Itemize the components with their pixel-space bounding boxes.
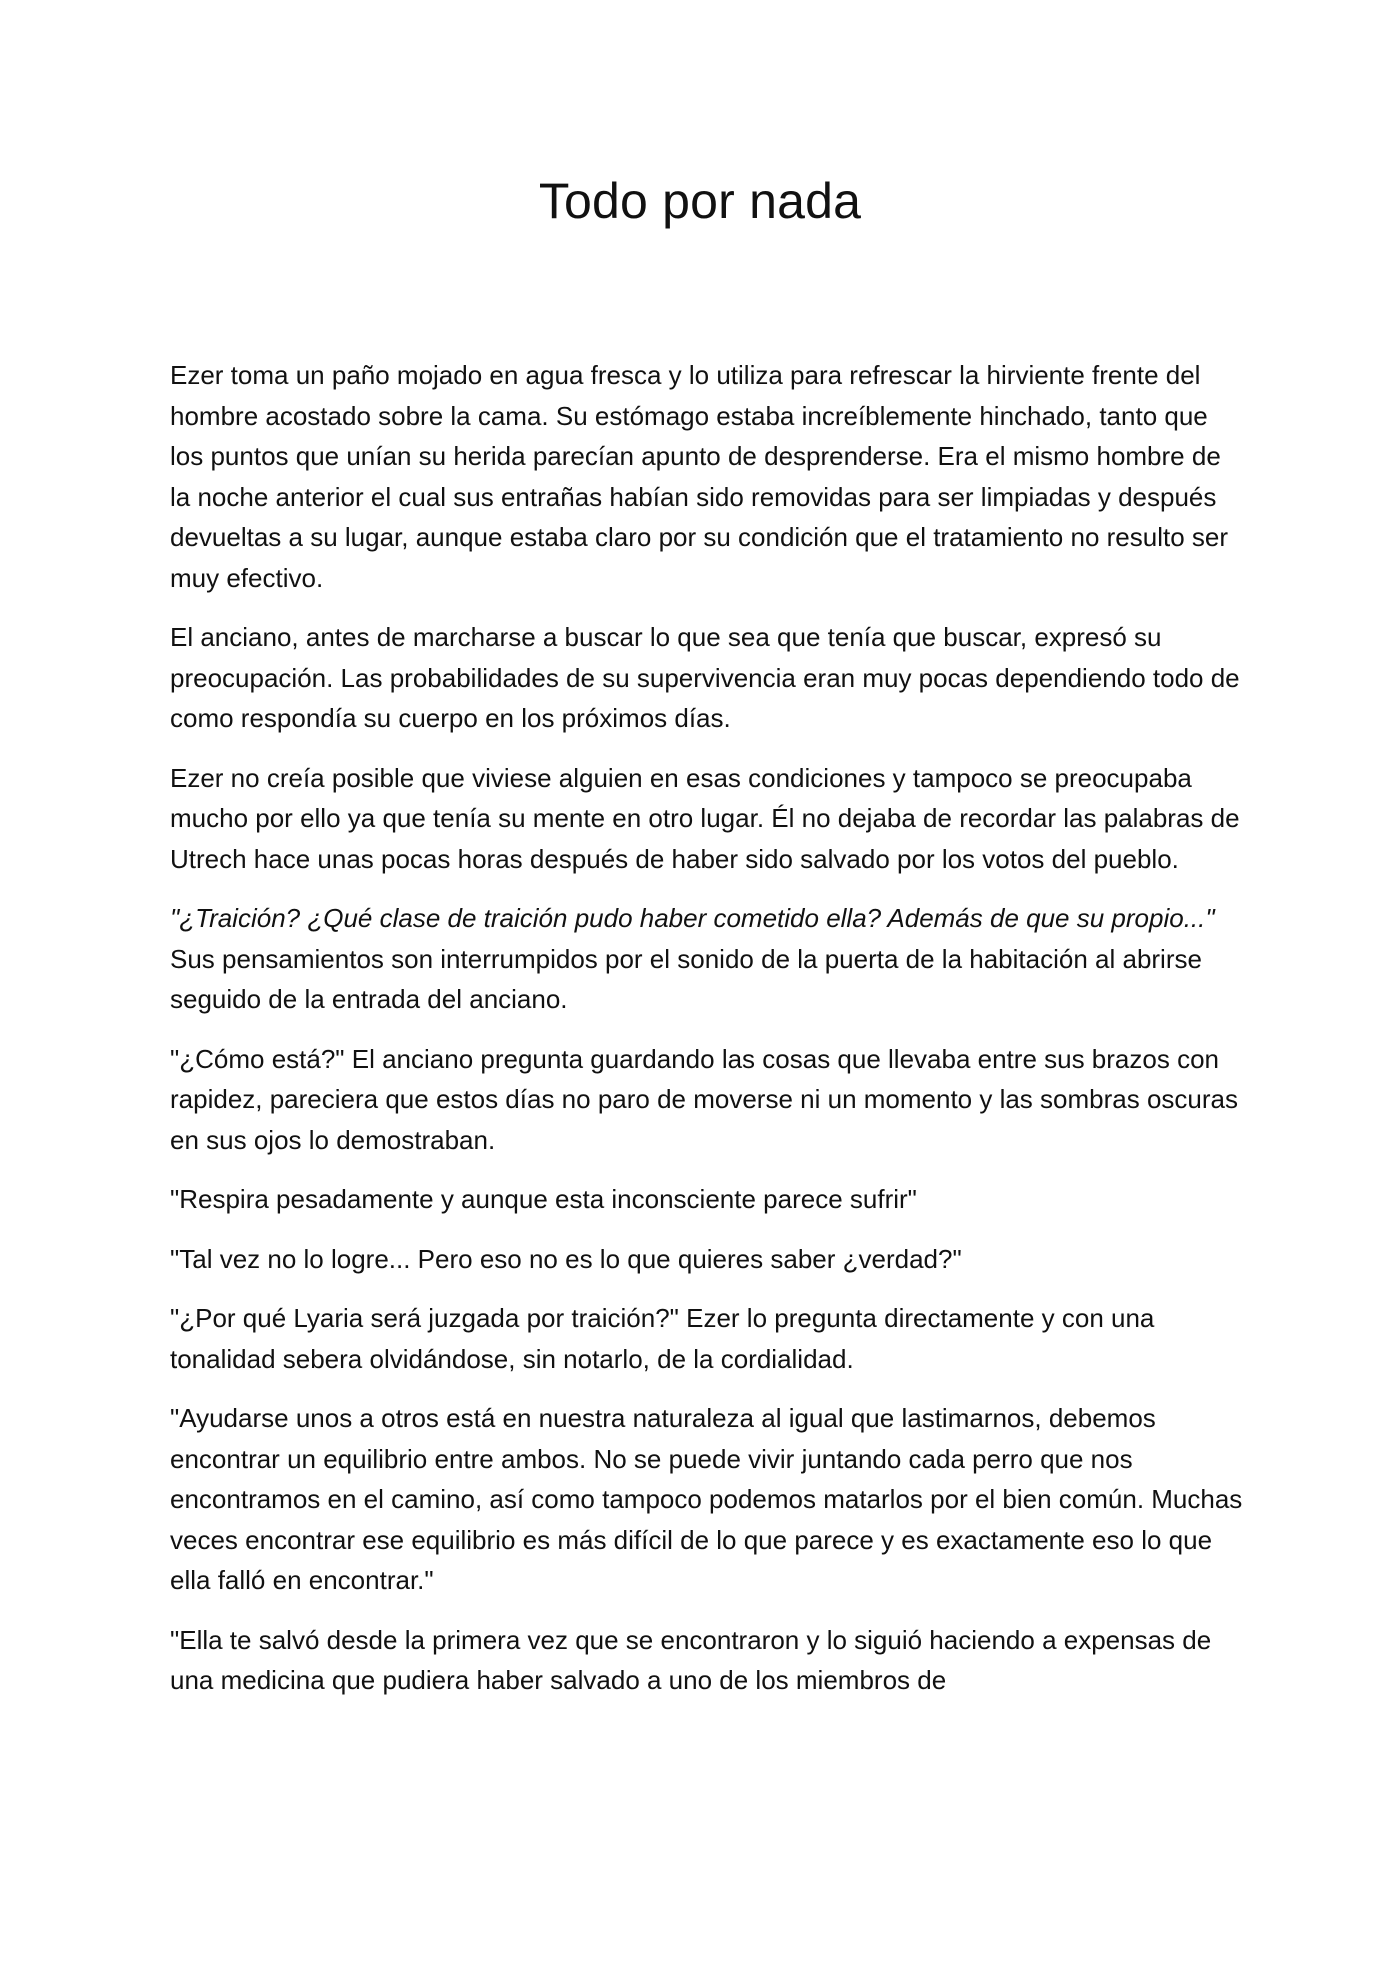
paragraph: "Respira pesadamente y aunque esta inconsciente parece sufrir" bbox=[170, 1184, 917, 1214]
paragraph: El anciano, antes de marcharse a buscar lo que sea que tenía que buscar, expresó su preocupación. Las probabilidades de su supervivencia eran muy pocas dependiendo todo de como respondía su cuerpo en los próximos días. bbox=[170, 622, 1240, 733]
paragraph-text: Sus pensamientos son interrumpidos por el sonido de la puerta de la habitación al abrirse seguido de la entrada del anciano. bbox=[170, 943, 1202, 1014]
paragraph: "¿Cómo está?" El anciano pregunta guardando las cosas que llevaba entre sus brazos con rapidez, pareciera que estos días no paro de moverse ni un momento y las sombras oscuras en sus ojos lo demostraban. bbox=[170, 1043, 1238, 1155]
document-title: Todo por nada bbox=[538, 173, 862, 229]
document-body bbox=[170, 355, 1245, 1720]
paragraph: "Ayudarse unos a otros está en nuestra naturaleza al igual que lastimarnos, debemos encontrar un equilibrio entre ambos. No se puede vivir juntando cada perro que nos encontramos en el camino, así como tampoco podemos matarlos por el bien común. Muchas veces encontrar ese equilibrio es más difícil de lo que parece y es exactamente eso lo que ella falló en encontrar." bbox=[170, 1403, 1243, 1595]
paragraph: "Ella te salvó desde la primera vez que se encontraron y lo siguió haciendo a expensas de una medicina que pudiera haber salvado a uno de los miembros de bbox=[170, 1624, 1212, 1695]
paragraph bbox=[170, 898, 1245, 1020]
italic-thought: "¿Traición? ¿Qué clase de traición pudo haber cometido ella? Además de que su propio..." bbox=[170, 903, 1215, 933]
paragraph: Ezer toma un paño mojado en agua fresca y lo utiliza para refrescar la hirviente frente del hombre acostado sobre la cama. Su estómago estaba increíblemente hinchado, tanto que los puntos que unían su herida parecían apunto de desprenderse. Era el mismo hombre de la noche anterior el cual sus entrañas habían sido removidas para ser limpiadas y después devueltas a su lugar, aunque estaba claro por su condición que el tratamiento no resulto ser muy efectivo. bbox=[170, 360, 1229, 593]
paragraph: "Tal vez no lo logre... Pero eso no es lo que quieres saber ¿verdad?" bbox=[170, 1243, 962, 1274]
paragraph: Ezer no creía posible que viviese alguien en esas condiciones y tampoco se preocupaba mucho por ello ya que tenía su mente en otro lugar. Él no dejaba de recordar las palabras de Utrech hace unas pocas horas después de haber sido salvado por los votos del pueblo. bbox=[170, 762, 1240, 874]
paragraph: "¿Por qué Lyaria será juzgada por traición?" Ezer lo pregunta directamente y con una tonalidad sebera olvidándose, sin notarlo, de la cordialidad. bbox=[170, 1303, 1155, 1374]
